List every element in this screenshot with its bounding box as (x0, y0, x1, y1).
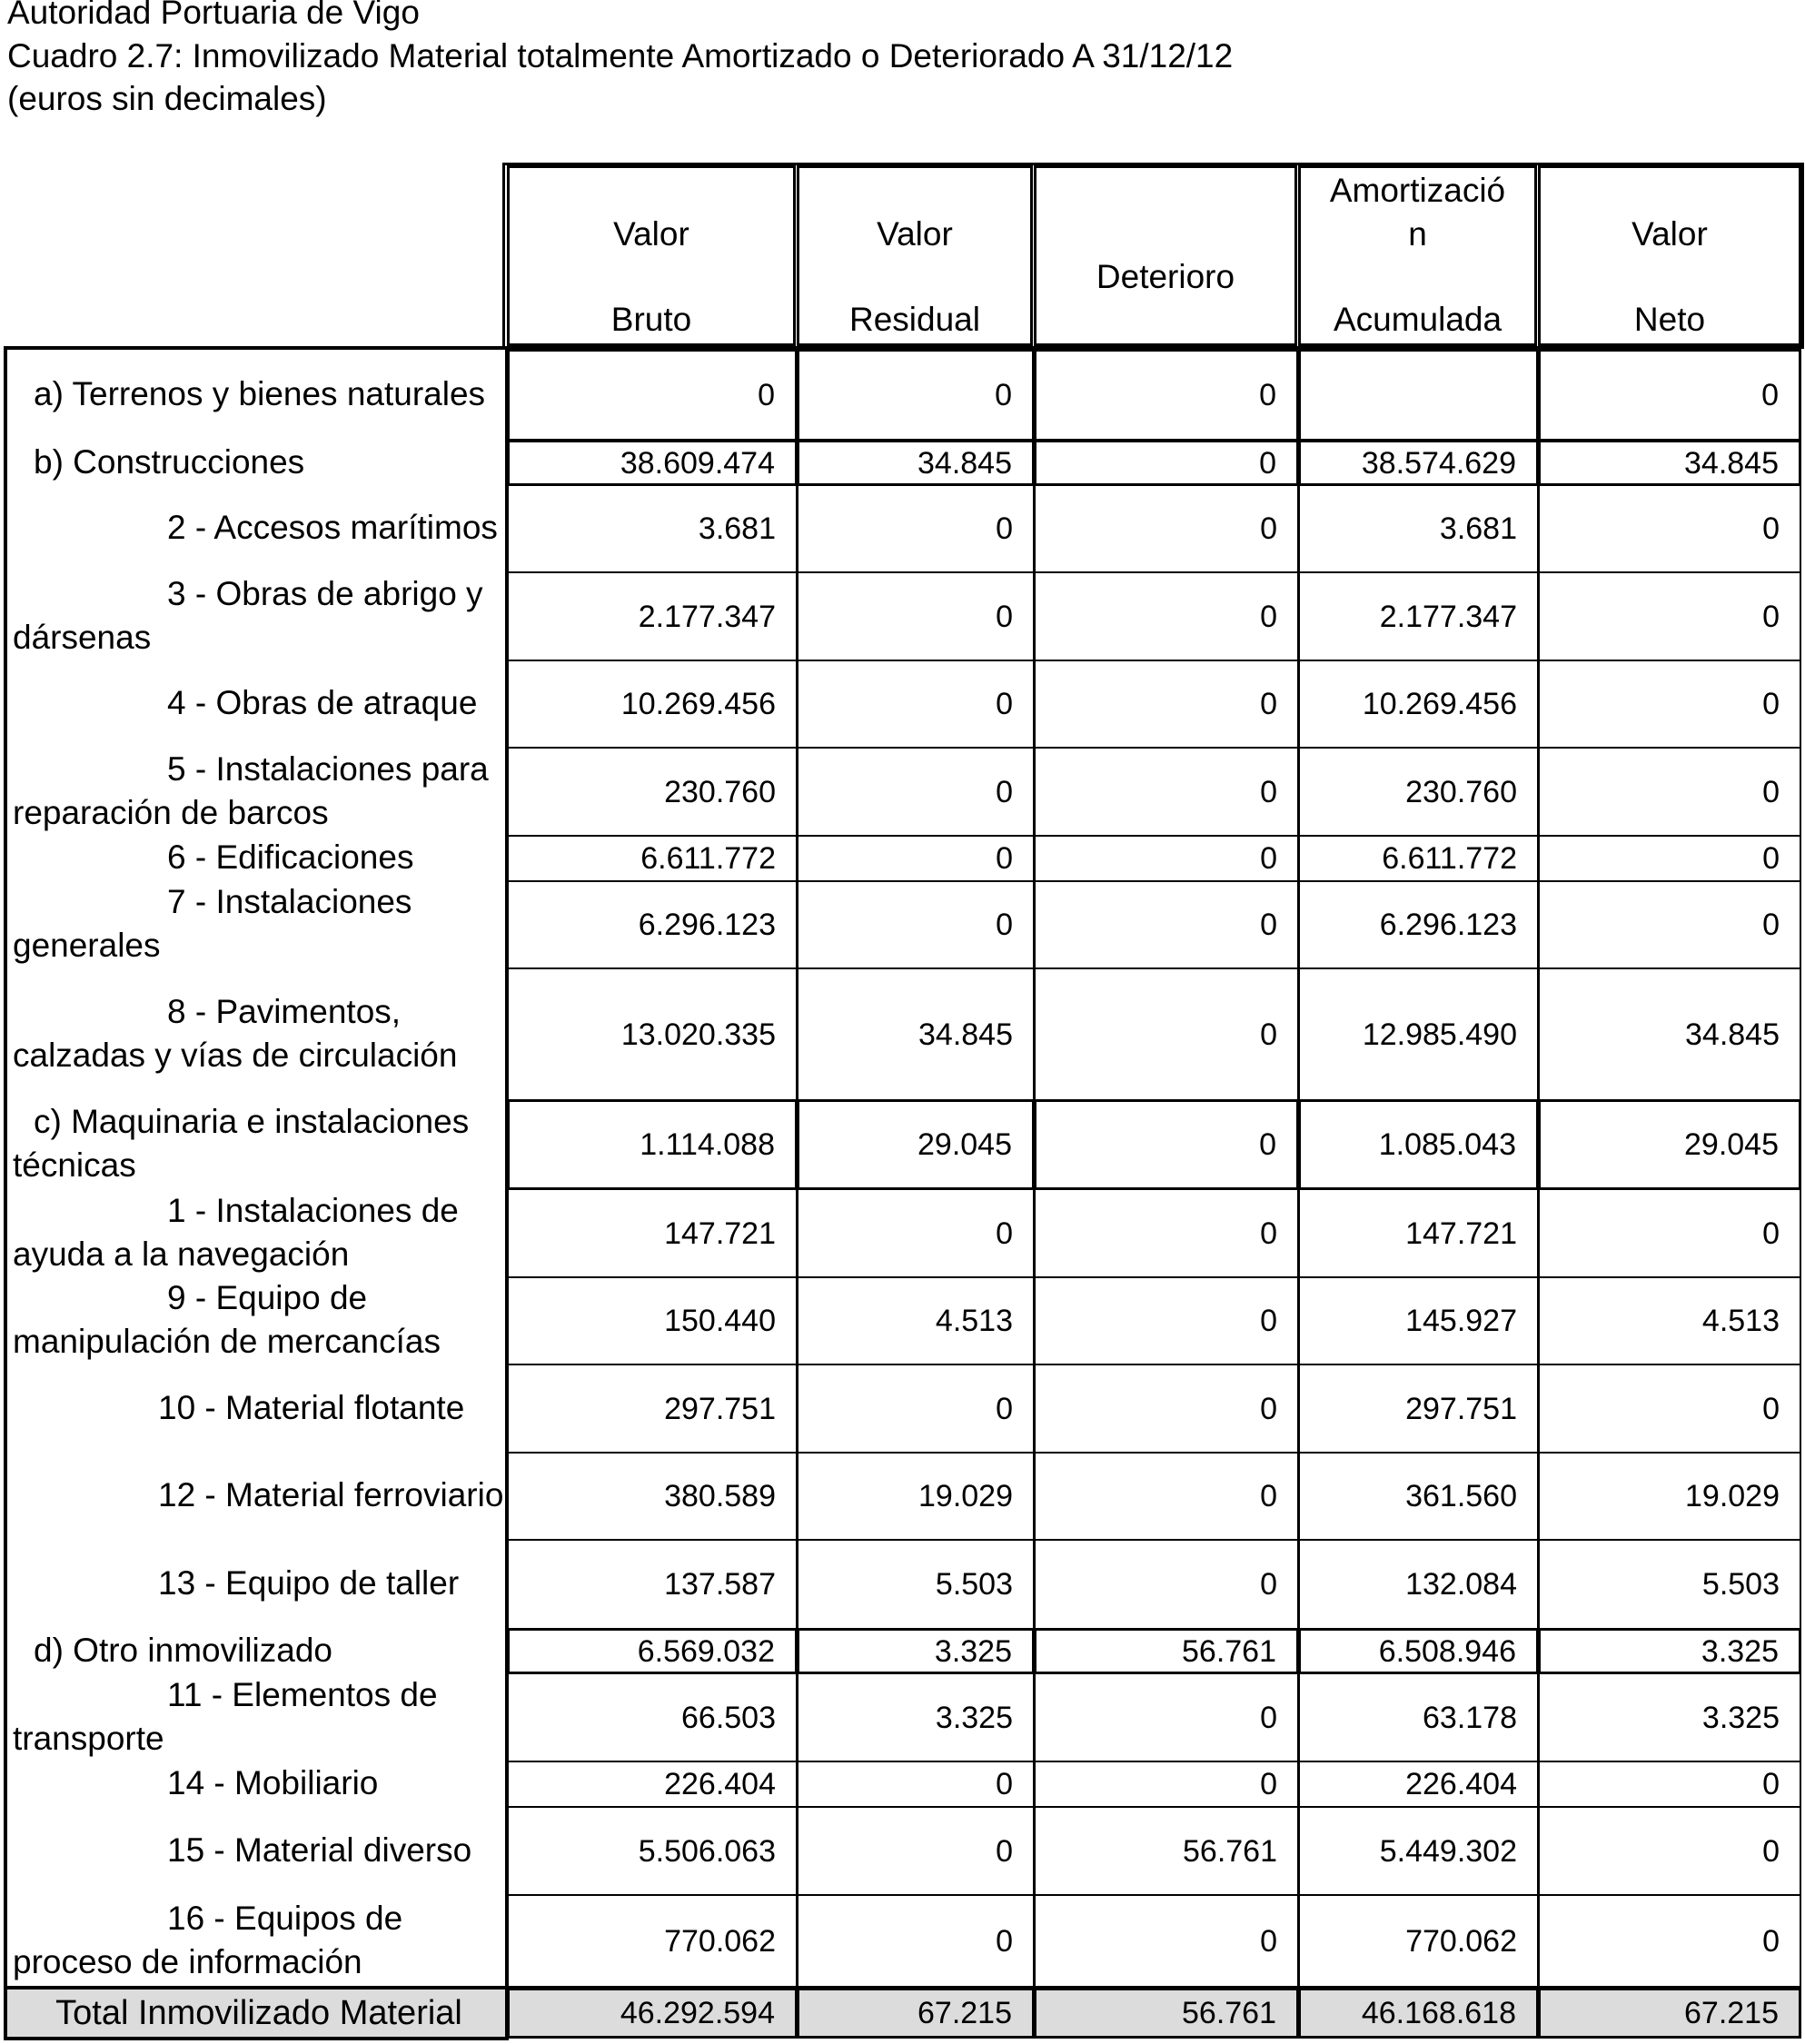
cell-amort: 132.084 (1298, 1539, 1539, 1630)
table-title: Cuadro 2.7: Inmovilizado Material totalmente Amortizado o Deteriorado A 31/12/12 (7, 37, 1234, 74)
row-label-text: c) Maquinaria e instalaciones técnicas (13, 1103, 470, 1184)
row-label (4, 1672, 505, 1761)
header-amortizacion-line1: Amortizació (1329, 172, 1506, 209)
cell-bruto: 150.440 (507, 1276, 798, 1365)
row-label-text: 13 - Equipo de taller (158, 1564, 460, 1602)
cell-bruto: 6.611.772 (507, 835, 798, 882)
cell-neto: 4.513 (1538, 1276, 1801, 1365)
cell-neto: 34.845 (1538, 967, 1801, 1101)
cell-bruto: 10.269.456 (507, 660, 798, 749)
cell-deterioro: 0 (1034, 880, 1299, 969)
cell-deterioro: 0 (1034, 1452, 1299, 1541)
cell-residual: 29.045 (797, 1099, 1035, 1190)
cell-deterioro: 0 (1034, 835, 1299, 882)
row-label-text: 9 - Equipo de manipulación de mercancías (13, 1279, 441, 1360)
cell-neto: 0 (1538, 571, 1801, 661)
row-label-text: 1 - Instalaciones de ayuda a la navegación (13, 1191, 459, 1273)
header-residual-line2: Residual (849, 301, 980, 338)
row-label-text: 12 - Material ferroviario (158, 1476, 504, 1513)
cell-residual: 0 (797, 484, 1035, 573)
header-deterioro (1034, 165, 1297, 346)
row-label-text: 11 - Elementos de transporte (13, 1675, 438, 1757)
cell-neto: 0 (1538, 1364, 1801, 1454)
cell-bruto: 13.020.335 (507, 967, 798, 1101)
header-amortizacion-line2: n (1408, 215, 1427, 253)
header-amortizacion (1298, 165, 1537, 346)
cell-neto: 19.029 (1538, 1452, 1801, 1541)
cell-bruto: 770.062 (507, 1894, 798, 1988)
cell-residual: 0 (797, 571, 1035, 661)
header-amortizacion-line3: Acumulada (1333, 301, 1503, 338)
cell-deterioro: 56.761 (1034, 1628, 1299, 1674)
row-label-text: 3 - Obras de abrigo y dársenas (13, 574, 483, 656)
row-label (4, 484, 505, 571)
cell-neto: 3.325 (1538, 1672, 1801, 1762)
cell-neto: 0 (1538, 1894, 1801, 1988)
header-neto-line1: Valor (1631, 215, 1708, 253)
cell-neto: 0 (1538, 660, 1801, 749)
cell-amort: 63.178 (1298, 1672, 1539, 1762)
cell-residual: 3.325 (797, 1672, 1035, 1762)
row-label-text: 5 - Instalaciones para reparación de barcos (13, 749, 489, 831)
cell-amort: 147.721 (1298, 1188, 1539, 1278)
total-neto: 67.215 (1538, 1988, 1801, 2039)
cell-residual: 4.513 (797, 1276, 1035, 1365)
header-neto-line2: Neto (1633, 301, 1706, 338)
cell-amort: 361.560 (1298, 1452, 1539, 1541)
row-label (4, 1188, 505, 1276)
cell-bruto: 2.177.347 (507, 571, 798, 661)
total-label: Total Inmovilizado Material (55, 1994, 462, 2032)
cell-residual: 0 (797, 1806, 1035, 1896)
row-label (4, 1628, 505, 1672)
cell-neto: 0 (1538, 835, 1801, 882)
header-bruto (507, 165, 796, 346)
cell-neto: 0 (1538, 1806, 1801, 1896)
cell-amort: 6.508.946 (1298, 1628, 1539, 1674)
row-label-text: 4 - Obras de atraque (167, 684, 478, 721)
row-label-text: 10 - Material flotante (158, 1388, 465, 1426)
cell-deterioro: 0 (1034, 1099, 1299, 1190)
row-label-text: 7 - Instalaciones generales (13, 883, 412, 964)
cell-neto: 0 (1538, 349, 1801, 442)
cell-amort: 226.404 (1298, 1761, 1539, 1808)
row-label (4, 1761, 505, 1806)
row-label (4, 1806, 505, 1894)
row-label-text: d) Otro inmovilizado (34, 1631, 333, 1669)
header-deterioro-label: Deterioro (1096, 258, 1235, 295)
cell-neto: 5.503 (1538, 1539, 1801, 1630)
row-label (4, 349, 505, 440)
cell-deterioro: 0 (1034, 747, 1299, 837)
cell-residual: 0 (797, 1894, 1035, 1988)
cell-deterioro: 0 (1034, 349, 1299, 442)
total-bruto: 46.292.594 (507, 1988, 798, 2039)
total-amort: 46.168.618 (1298, 1988, 1539, 2039)
cell-amort: 12.985.490 (1298, 967, 1539, 1101)
cell-bruto: 297.751 (507, 1364, 798, 1454)
cell-amort (1298, 349, 1539, 442)
row-label-text: 2 - Accesos marítimos (167, 509, 498, 546)
cell-amort: 230.760 (1298, 747, 1539, 837)
authority-name: Autoridad Portuaria de Vigo (7, 0, 420, 31)
cell-bruto: 147.721 (507, 1188, 798, 1278)
cell-residual: 3.325 (797, 1628, 1035, 1674)
row-label (4, 660, 505, 747)
row-label-text: a) Terrenos y bienes naturales (34, 375, 486, 412)
header-neto (1538, 165, 1801, 346)
cell-amort: 38.574.629 (1298, 440, 1539, 486)
cell-neto: 0 (1538, 1188, 1801, 1278)
cell-amort: 770.062 (1298, 1894, 1539, 1988)
cell-residual: 0 (797, 349, 1035, 442)
row-label (4, 440, 505, 484)
cell-bruto: 1.114.088 (507, 1099, 798, 1190)
row-label-text: 6 - Edificaciones (167, 838, 414, 876)
row-label (4, 880, 505, 967)
cell-bruto: 6.296.123 (507, 880, 798, 969)
cell-amort: 145.927 (1298, 1276, 1539, 1365)
row-label-text: b) Construcciones (34, 442, 305, 481)
row-label-text: 8 - Pavimentos, calzadas y vías de circulación (13, 992, 458, 1074)
header-bruto-line2: Bruto (610, 301, 692, 338)
cell-residual: 0 (797, 1188, 1035, 1278)
cell-deterioro: 0 (1034, 571, 1299, 661)
cell-deterioro: 0 (1034, 1539, 1299, 1630)
cell-deterioro: 0 (1034, 1276, 1299, 1365)
total-residual: 67.215 (797, 1988, 1035, 2039)
cell-deterioro: 0 (1034, 660, 1299, 749)
total-deterioro: 56.761 (1034, 1988, 1299, 2039)
row-label (4, 1276, 505, 1364)
cell-deterioro: 0 (1034, 1188, 1299, 1278)
cell-residual: 0 (797, 1364, 1035, 1454)
cell-neto: 0 (1538, 1761, 1801, 1808)
cell-neto: 3.325 (1538, 1628, 1801, 1674)
cell-residual: 0 (797, 747, 1035, 837)
cell-deterioro: 56.761 (1034, 1806, 1299, 1896)
header-bruto-line1: Valor (613, 215, 689, 253)
row-label (4, 571, 505, 660)
row-label (4, 835, 505, 880)
cell-deterioro: 0 (1034, 440, 1299, 486)
cell-neto: 34.845 (1538, 440, 1801, 486)
cell-amort: 1.085.043 (1298, 1099, 1539, 1190)
cell-deterioro: 0 (1034, 484, 1299, 573)
cell-deterioro: 0 (1034, 1364, 1299, 1454)
cell-amort: 6.296.123 (1298, 880, 1539, 969)
cell-neto: 0 (1538, 880, 1801, 969)
cell-deterioro: 0 (1034, 1761, 1299, 1808)
row-label-text: 15 - Material diverso (167, 1831, 472, 1869)
row-label (4, 1452, 505, 1539)
header-residual (797, 165, 1033, 346)
cell-neto: 0 (1538, 484, 1801, 573)
row-label-text: 14 - Mobiliario (167, 1764, 379, 1801)
cell-bruto: 226.404 (507, 1761, 798, 1808)
cell-residual: 0 (797, 1761, 1035, 1808)
cell-deterioro: 0 (1034, 1672, 1299, 1762)
cell-residual: 34.845 (797, 967, 1035, 1101)
cell-amort: 10.269.456 (1298, 660, 1539, 749)
cell-bruto: 137.587 (507, 1539, 798, 1630)
cell-amort: 5.449.302 (1298, 1806, 1539, 1896)
cell-amort: 3.681 (1298, 484, 1539, 573)
row-label (4, 747, 505, 835)
cell-residual: 0 (797, 880, 1035, 969)
row-label (4, 1364, 505, 1452)
row-label-text: 16 - Equipos de proceso de información (13, 1899, 403, 1980)
cell-residual: 19.029 (797, 1452, 1035, 1541)
cell-bruto: 6.569.032 (507, 1628, 798, 1674)
cell-bruto: 0 (507, 349, 798, 442)
cell-bruto: 3.681 (507, 484, 798, 573)
row-label (4, 1894, 505, 1986)
cell-amort: 297.751 (1298, 1364, 1539, 1454)
units-note: (euros sin decimales) (7, 80, 327, 117)
cell-bruto: 5.506.063 (507, 1806, 798, 1896)
cell-bruto: 66.503 (507, 1672, 798, 1762)
cell-neto: 0 (1538, 747, 1801, 837)
cell-deterioro: 0 (1034, 1894, 1299, 1988)
cell-residual: 0 (797, 660, 1035, 749)
cell-deterioro: 0 (1034, 967, 1299, 1101)
header-residual-line1: Valor (877, 215, 953, 253)
cell-residual: 0 (797, 835, 1035, 882)
row-label (4, 1099, 505, 1188)
cell-amort: 2.177.347 (1298, 571, 1539, 661)
cell-neto: 29.045 (1538, 1099, 1801, 1190)
cell-bruto: 230.760 (507, 747, 798, 837)
cell-residual: 34.845 (797, 440, 1035, 486)
cell-amort: 6.611.772 (1298, 835, 1539, 882)
cell-bruto: 38.609.474 (507, 440, 798, 486)
cell-bruto: 380.589 (507, 1452, 798, 1541)
cell-residual: 5.503 (797, 1539, 1035, 1630)
row-label (4, 967, 505, 1099)
row-label (4, 1539, 505, 1628)
